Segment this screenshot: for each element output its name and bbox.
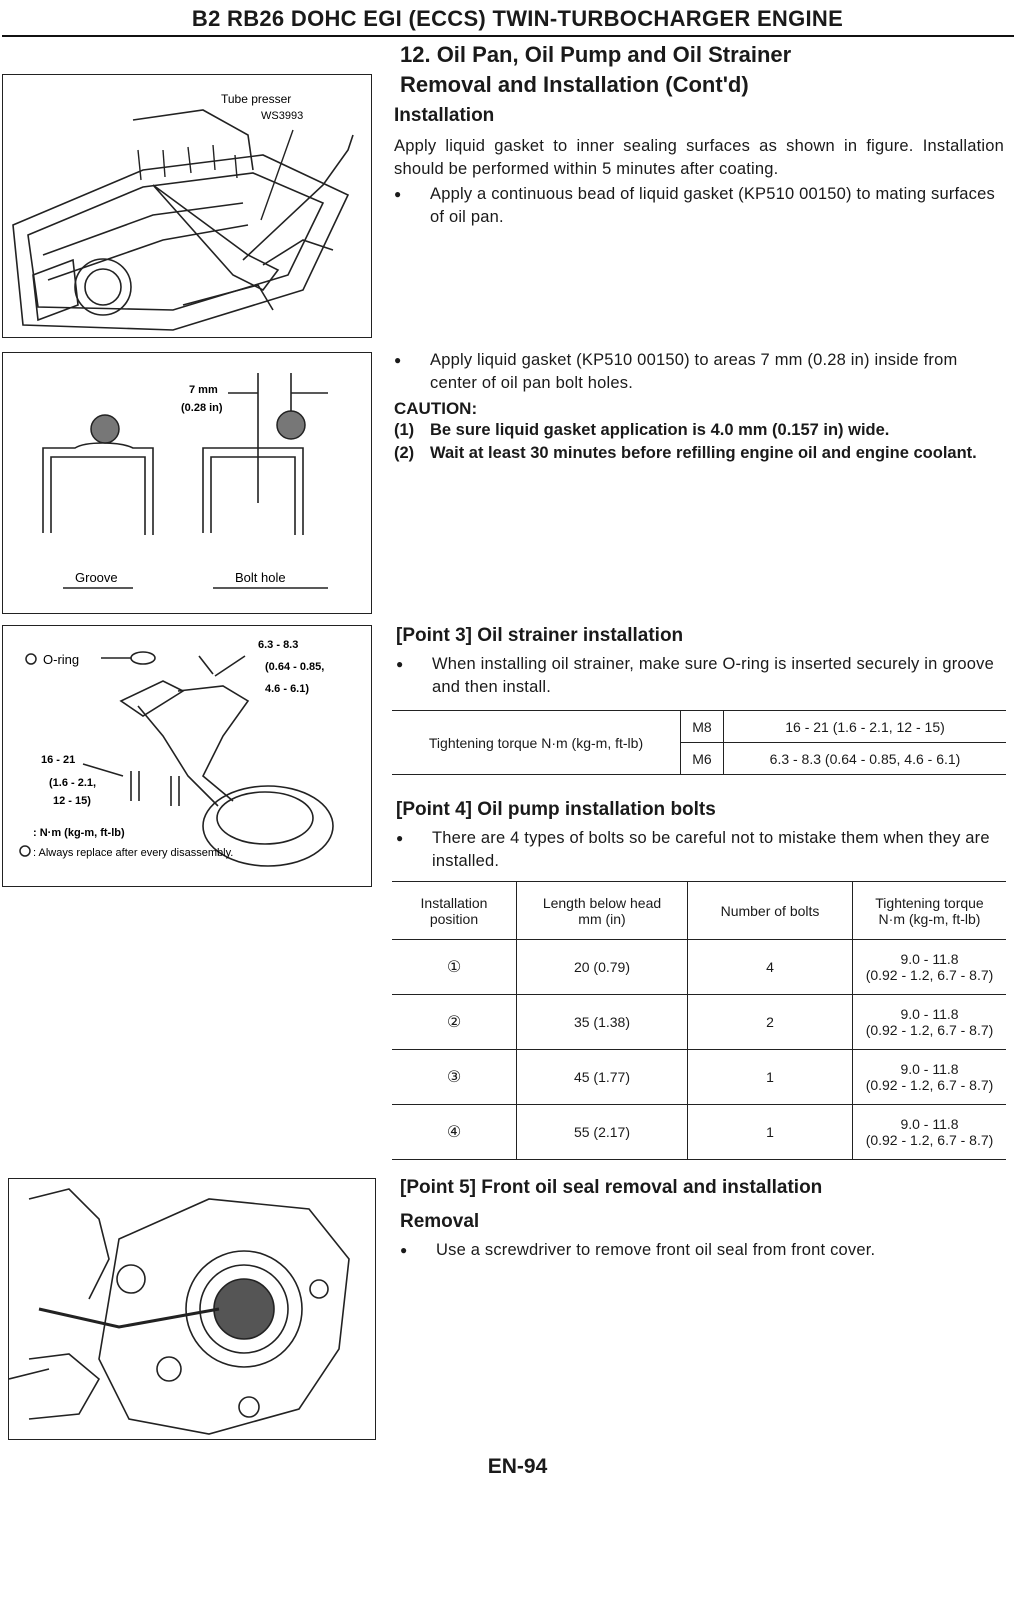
- fig3-torque-a-1: 6.3 - 8.3: [258, 639, 299, 651]
- fig1-label-tool-number: WS3993: [261, 110, 304, 122]
- figure-front-oil-seal: [8, 1178, 376, 1440]
- fig3-torque-a-2: (0.64 - 0.85,: [265, 661, 325, 673]
- caution-2-text: Wait at least 30 minutes before refilling engine oil and engine coolant.: [430, 444, 977, 462]
- point3-value-m8: 16 - 21 (1.6 - 2.1, 12 - 15): [724, 711, 1007, 743]
- bolt-length-3: 45 (1.77): [517, 1050, 688, 1105]
- point4-header-position-2: position: [429, 910, 479, 927]
- bolt-length-1: 20 (0.79): [517, 940, 688, 995]
- bolt-torque-4-units: (0.92 - 1.2, 6.7 - 8.7): [865, 1132, 994, 1148]
- bolt-torque-2: [853, 995, 1007, 1050]
- bolt-torque-1: [853, 940, 1007, 995]
- fig3-torque-b-3: 12 - 15): [53, 795, 91, 807]
- section-title-line1: 12. Oil Pan, Oil Pump and Oil Strainer: [400, 42, 792, 67]
- point5-subheading: Removal: [400, 1211, 480, 1232]
- point5-block: [400, 1177, 1012, 1262]
- caution-item-2: [394, 442, 1006, 465]
- caution-1-number: (1): [394, 421, 415, 439]
- bolt-torque-4: [853, 1105, 1007, 1160]
- fig3-oring-label: O-ring: [43, 652, 80, 667]
- bolt-position-2: ②: [392, 995, 517, 1050]
- bolt-length-4: 55 (2.17): [517, 1105, 688, 1160]
- point4-header-count: Number of bolts: [688, 882, 853, 940]
- page-number: EN-94: [487, 1455, 548, 1478]
- bolt-torque-1-value: 9.0 - 11.8: [900, 951, 959, 967]
- bolt-length-2: 35 (1.38): [517, 995, 688, 1050]
- figure-groove-bolt-hole: [2, 352, 372, 614]
- groove-bolt-hole-illustration: [3, 353, 371, 613]
- point4-bolt-table: [392, 881, 1006, 1160]
- bolt-count-2: 2: [688, 995, 853, 1050]
- bolt-count-3: 1: [688, 1050, 853, 1105]
- table-row: [392, 995, 1006, 1050]
- figure-oil-strainer: [2, 625, 372, 887]
- fig2-bolt-hole-label: Bolt hole: [235, 570, 286, 585]
- point4-bullet: ● There are 4 types of bolts so be careful not to mistake them when they are installed.: [396, 827, 1008, 873]
- point4-header-torque-2: N·m (kg-m, ft-lb): [878, 910, 981, 927]
- figure-tube-presser: [2, 74, 372, 338]
- fig1-label-tube-presser: Tube presser: [221, 92, 292, 106]
- caution-item-1: [394, 419, 1006, 442]
- fig2-dim-mm: 7 mm: [189, 384, 218, 396]
- installation-block: [394, 105, 1004, 229]
- installation-bullet-1: ● Apply a continuous bead of liquid gasket (KP510 00150) to mating surfaces of oil pan.: [394, 183, 1004, 229]
- point4-header-position: [392, 882, 517, 940]
- bolt-position-1: ①: [392, 940, 517, 995]
- point3-torque-table: [392, 710, 1006, 775]
- fig3-torque-b-2: (1.6 - 2.1,: [49, 777, 97, 789]
- oil-seal-removal-illustration: [9, 1179, 375, 1439]
- section-title: [400, 40, 1020, 100]
- point3-value-m6: 6.3 - 8.3 (0.64 - 0.85, 4.6 - 6.1): [769, 750, 961, 767]
- fig2-groove-label: Groove: [75, 570, 118, 585]
- point4-block: [396, 799, 1008, 873]
- bolt-torque-2-value: 9.0 - 11.8: [900, 1006, 959, 1022]
- caution-1-text: Be sure liquid gasket application is 4.0 mm (0.157 in) wide.: [430, 421, 890, 439]
- section-title-line2: Removal and Installation (Cont'd): [400, 72, 749, 97]
- bolt-torque-4-value: 9.0 - 11.8: [900, 1116, 959, 1132]
- point3-size-m8: M8: [681, 711, 724, 743]
- point4-header-torque: [853, 882, 1007, 940]
- table-row: [392, 1105, 1006, 1160]
- fig2-dim-in: (0.28 in): [181, 402, 223, 414]
- fig3-torque-a-3: 4.6 - 6.1): [265, 683, 310, 695]
- point4-header-position-1: Installation: [420, 894, 488, 911]
- point4-header-length-1: Length below head: [542, 894, 662, 911]
- point4-header-torque-1: Tightening torque: [875, 894, 984, 911]
- table-row: [392, 1050, 1006, 1105]
- point3-heading: [Point 3] Oil strainer installation: [396, 625, 684, 646]
- bolt-torque-2-units: (0.92 - 1.2, 6.7 - 8.7): [865, 1022, 994, 1038]
- bolt-torque-3-units: (0.92 - 1.2, 6.7 - 8.7): [865, 1077, 994, 1093]
- header-rule: [2, 35, 1014, 37]
- bolt-count-1: 4: [688, 940, 853, 995]
- point5-bullet: ● Use a screwdriver to remove front oil seal from front cover.: [400, 1239, 1012, 1262]
- caution-2-number: (2): [394, 444, 415, 462]
- point4-header-length: [517, 882, 688, 940]
- point3-table-label: Tightening torque N·m (kg-m, ft-lb): [392, 711, 681, 775]
- liquid-gasket-block: [394, 349, 1006, 465]
- page-header: B2 RB26 DOHC EGI (ECCS) TWIN-TURBOCHARGER ENGINE: [191, 6, 844, 31]
- bolt-position-3: ③: [392, 1050, 517, 1105]
- table-row: [392, 940, 1006, 995]
- point4-header-length-2: mm (in): [578, 910, 626, 927]
- installation-bullet-2: ● Apply liquid gasket (KP510 00150) to areas 7 mm (0.28 in) inside from center of oil pan bolt holes.: [394, 349, 1006, 395]
- point3-block: [396, 625, 1008, 699]
- point4-heading: [Point 4] Oil pump installation bolts: [396, 799, 716, 820]
- point3-bullet: ● When installing oil strainer, make sure O-ring is inserted securely in groove and then install.: [396, 653, 1008, 699]
- point3-size-m6: M6: [681, 743, 724, 775]
- tube-presser-illustration: [3, 75, 371, 337]
- bolt-position-4: ④: [392, 1105, 517, 1160]
- point5-heading: [Point 5] Front oil seal removal and installation: [400, 1177, 823, 1198]
- bolt-torque-3-value: 9.0 - 11.8: [900, 1061, 959, 1077]
- oil-strainer-illustration: [3, 626, 371, 886]
- bolt-count-4: 1: [688, 1105, 853, 1160]
- fig3-legend-replace: : Always replace after every disassembly.: [33, 847, 234, 859]
- caution-label: CAUTION:: [394, 399, 478, 418]
- installation-heading: Installation: [394, 105, 495, 126]
- fig3-torque-b-1: 16 - 21: [41, 754, 76, 766]
- installation-text: Apply liquid gasket to inner sealing surfaces as shown in figure. Installation should be performed within 5 minutes after coating.: [394, 137, 1004, 178]
- bolt-torque-1-units: (0.92 - 1.2, 6.7 - 8.7): [865, 967, 994, 983]
- fig3-legend-torque: : N·m (kg-m, ft-lb): [33, 827, 125, 839]
- bolt-torque-3: [853, 1050, 1007, 1105]
